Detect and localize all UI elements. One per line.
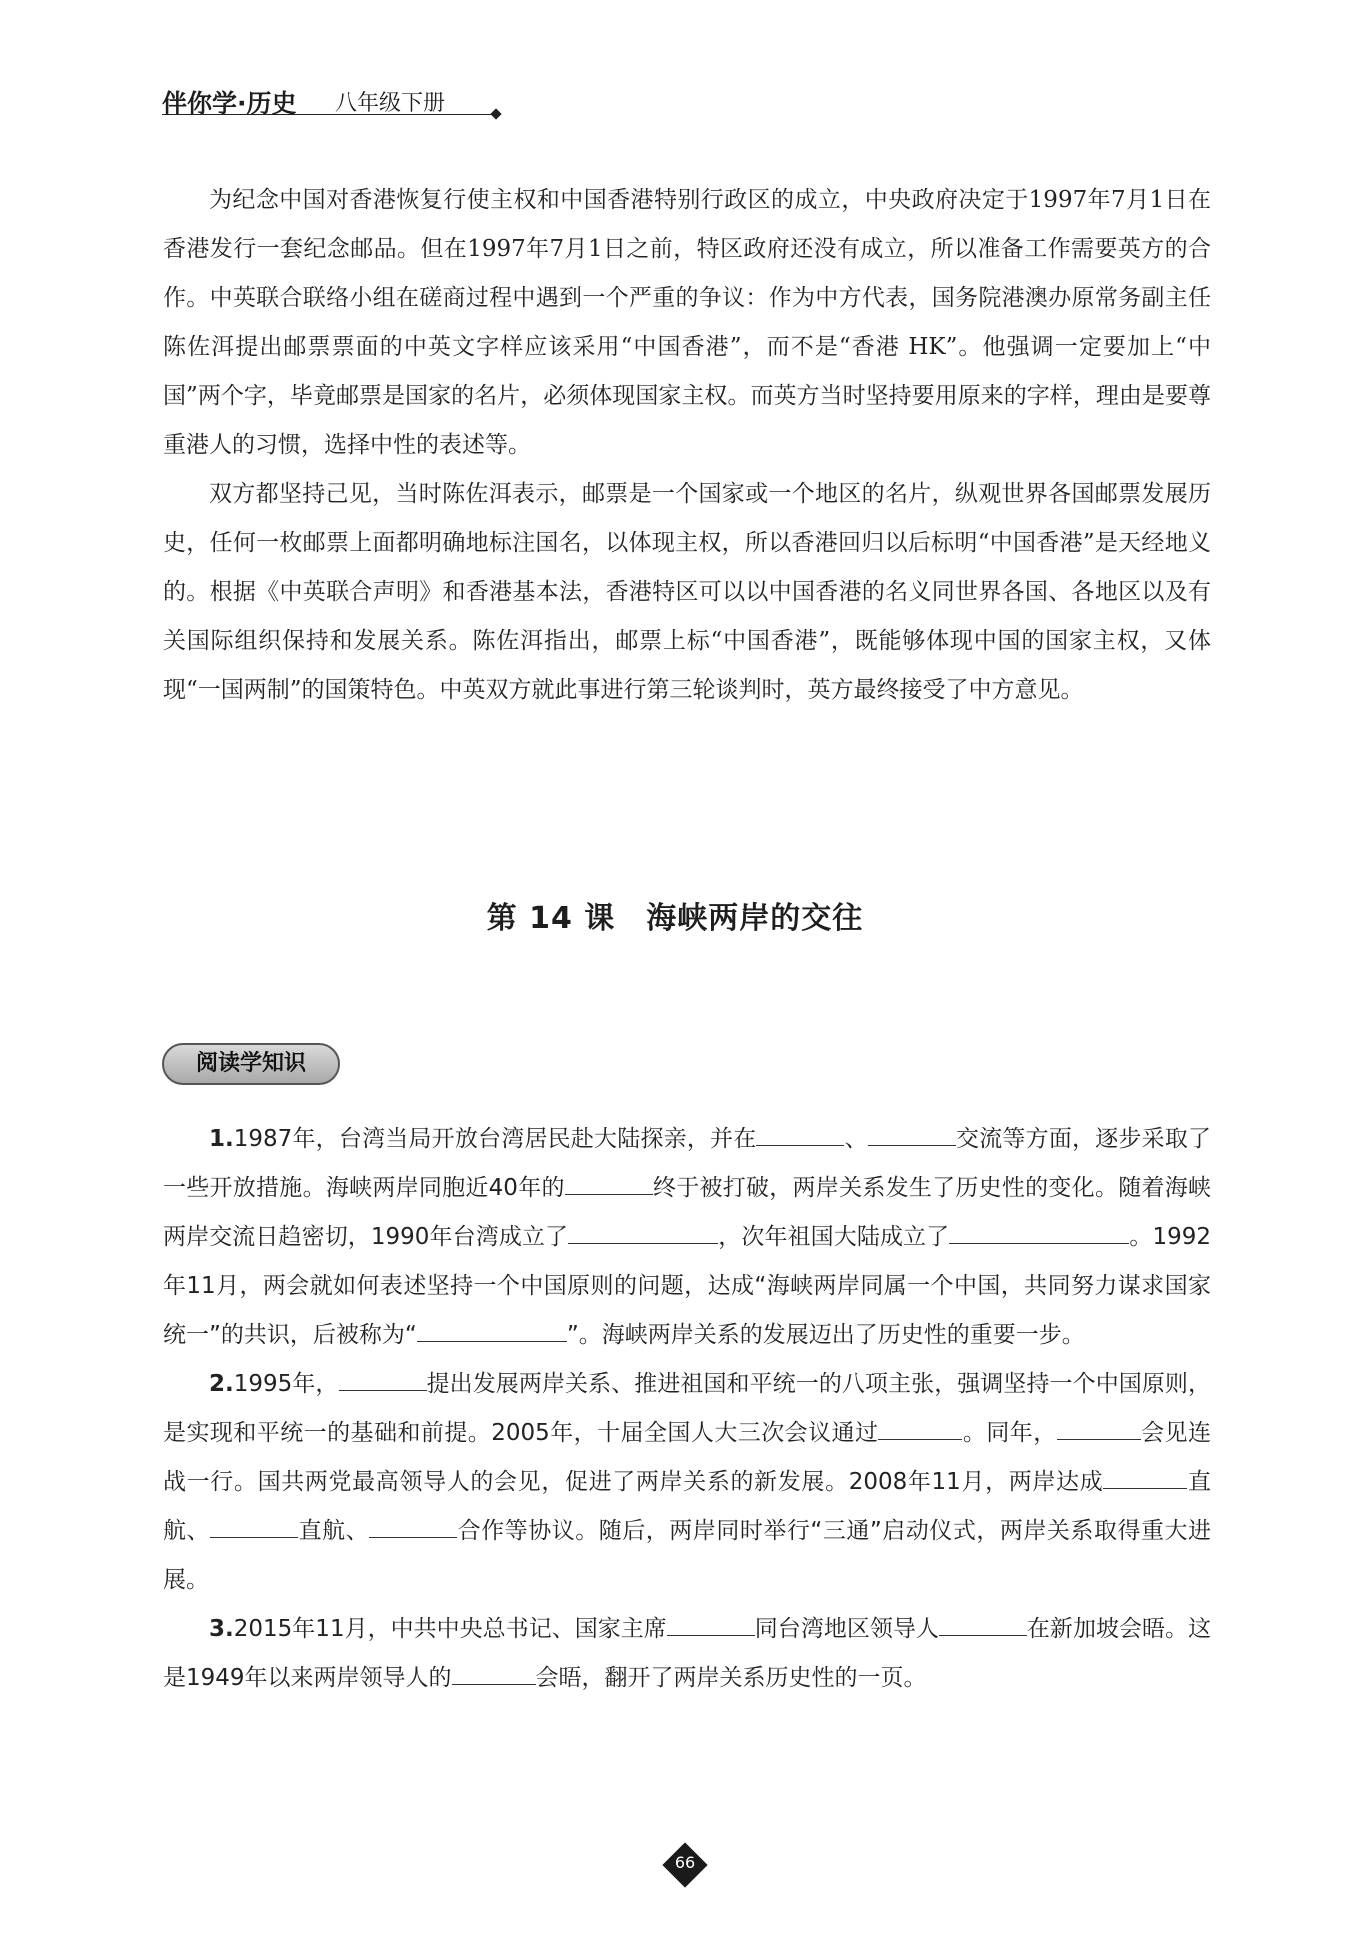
- question-text: 2015年11月，中共中央总书记、国家主席: [233, 1616, 667, 1642]
- question-text: ”。海峡两岸关系的发展迈出了历史性的重要一步。: [566, 1322, 1085, 1348]
- answer-blank[interactable]: [878, 1409, 962, 1440]
- question-number: 1.: [209, 1126, 234, 1152]
- questions: [163, 1115, 1211, 1703]
- section-tag: [162, 1043, 370, 1087]
- story-passage: [163, 176, 1211, 715]
- question-2: [163, 1360, 1211, 1605]
- story-paragraph: 为纪念中国对香港恢复行使主权和中国香港特别行政区的成立，中央政府决定于1997年7月1日在香港发行一套纪念邮品。但在1997年7月1日之前，特区政府还没有成立，所以准备工作需要英方的合作。中英联合联络小组在磋商过程中遇到一个严重的争议：作为中方代表，国务院港澳办原常务副主任陈佐洱提出邮票票面的中英文字样应该采用“中国香港”，而不是“香港 HK”。他强调一定要加上“中国”两个字，毕竟邮票是国家的名片，必须体现国家主权。而英方当时坚持要用原来的字样，理由是要尊重港人的习惯，选择中性的表述等。: [163, 187, 1211, 458]
- question-text: 会见连战一行。国共两党最高领导人的会见，促进了两岸关系的新发展。2008年11月，两岸达成: [163, 1420, 1212, 1495]
- question-text: 会晤，翻开了两岸关系历史性的一页。: [535, 1665, 927, 1691]
- question-text: 直航、: [298, 1518, 370, 1544]
- answer-blank[interactable]: [1057, 1409, 1141, 1440]
- answer-blank[interactable]: [939, 1605, 1027, 1636]
- question-text: 直航、: [163, 1469, 1211, 1544]
- question-text: 1987年，台湾当局开放台湾居民赴大陆探亲，并在: [233, 1126, 757, 1152]
- question-text: 、: [844, 1126, 868, 1152]
- question-number: 2.: [209, 1371, 234, 1397]
- answer-blank[interactable]: [868, 1115, 956, 1146]
- question-text: 1995年，: [233, 1371, 339, 1397]
- answer-blank[interactable]: [1103, 1458, 1187, 1489]
- header-diamond-icon: [490, 108, 501, 119]
- answer-blank[interactable]: [369, 1507, 457, 1538]
- page-number-badge: [662, 1842, 708, 1888]
- answer-blank[interactable]: [339, 1360, 427, 1391]
- answer-blank[interactable]: [565, 1164, 653, 1195]
- question-number: 3.: [209, 1616, 234, 1642]
- question-text: ，次年祖国大陆成立了: [718, 1224, 950, 1250]
- question-3: [163, 1605, 1211, 1703]
- answer-blank[interactable]: [667, 1605, 755, 1636]
- lesson-title: 第 14 课 海峡两岸的交往: [486, 901, 864, 936]
- question-text: 合作等协议。随后，两岸同时举行“三通”启动仪式，两岸关系取得重大进展。: [163, 1518, 1212, 1593]
- answer-blank[interactable]: [417, 1311, 567, 1342]
- running-header: [162, 84, 502, 120]
- question-text: 。同年，: [962, 1420, 1057, 1446]
- question-text: 提出发展两岸关系、推进祖国和平统一的八项主张，强调坚持一个中国原则，是实现和平统一的基础和前提。2005年，十届全国人大三次会议通过: [163, 1371, 1211, 1446]
- answer-blank[interactable]: [210, 1507, 298, 1538]
- answer-blank[interactable]: [949, 1213, 1129, 1244]
- question-1: [163, 1115, 1211, 1360]
- answer-blank[interactable]: [568, 1213, 718, 1244]
- question-text: 交流等方面，逐步采取了一些开放措施。海峡两岸同胞近40年的: [163, 1126, 1212, 1201]
- question-text: 在新加坡会晤。这是1949年以来两岸领导人的: [163, 1616, 1212, 1691]
- grade-label: 八年级下册: [335, 91, 446, 116]
- section-tag-label: 阅读学知识: [162, 1043, 340, 1085]
- story-paragraph: 双方都坚持己见，当时陈佐洱表示，邮票是一个国家或一个地区的名片，纵观世界各国邮票发展历史，任何一枚邮票上面都明确地标注国名，以体现主权，所以香港回归以后标明“中国香港”是天经地义的。根据《中英联合声明》和香港基本法，香港特区可以以中国香港的名义同世界各国、各地区以及有关国际组织保持和发展关系。陈佐洱指出，邮票上标“中国香港”，既能够体现中国的国家主权，又体现“一国两制”的国策特色。中英双方就此事进行第三轮谈判时，英方最终接受了中方意见。: [163, 481, 1211, 703]
- header-rule: [162, 114, 492, 115]
- question-text: 终于被打破，两岸关系发生了历史性的变化。随着海峡两岸交流日趋密切，1990年台湾成立了: [163, 1175, 1211, 1250]
- question-text: 同台湾地区领导人: [754, 1616, 939, 1642]
- book-brand: 伴你学·历史: [162, 89, 297, 118]
- question-text: 。1992年11月，两会就如何表述坚持一个中国原则的问题，达成“海峡两岸同属一个中国，共同努力谋求国家统一”的共识，后被称为“: [163, 1224, 1211, 1348]
- page-number: 66: [674, 1853, 696, 1872]
- answer-blank[interactable]: [452, 1654, 536, 1685]
- answer-blank[interactable]: [756, 1115, 844, 1146]
